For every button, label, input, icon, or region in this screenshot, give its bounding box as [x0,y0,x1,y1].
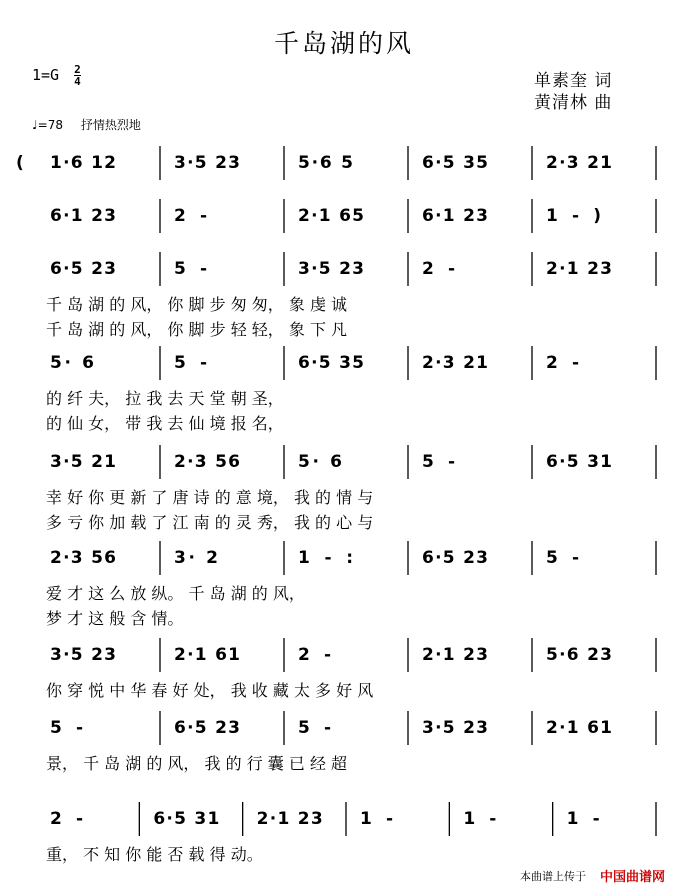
lyric-line: 爱 才 这 么 放 纵。 千 岛 湖 的 风， [46,584,305,603]
measure-notes: 5· 6 [298,452,342,472]
lyric-line: 景， 千 岛 湖 的 风， 我 的 行 囊 已 经 超 [46,754,348,773]
measure-notes: 6·5 31 [153,809,220,829]
score-line [46,445,656,532]
measure-notes: 2·3 56 [174,452,240,472]
score-line [46,802,656,864]
measure-notes: 5· 6 [50,353,94,373]
score-line [46,346,656,433]
measure-notes: 6·5 35 [298,353,364,373]
measure-notes: 2·1 23 [422,645,488,665]
lyric-line: 梦 才 这 般 含 情。 [46,609,184,628]
score-line [46,638,656,700]
measure-notes: 3·5 23 [422,718,488,738]
measure-notes: 2·1 23 [256,809,323,829]
measure-notes: 6·5 23 [50,259,116,279]
measure-notes: 1·6 12 [50,153,116,173]
measure-notes: 2 - [50,809,83,829]
page-title: 千岛湖的风 [273,29,414,58]
measure-notes: 2 - [298,645,331,665]
measure-notes: 2 - [174,206,207,226]
measure-notes: 5 - [174,353,207,373]
measure-notes: 2·1 23 [546,259,612,279]
measure-notes: 2 - [546,353,579,373]
lyric-line: 的 纤 夫， 拉 我 去 天 堂 朝 圣， [46,389,284,408]
measure-notes: 2·3 21 [422,353,488,373]
measure-notes: 1 - : [298,548,353,568]
measure-notes: 1 - [566,809,600,829]
measure-notes: 6·5 31 [546,452,612,472]
measure-notes: 3·5 21 [50,452,116,472]
footer-note: 本曲谱上传于 [520,870,586,883]
measure-notes: 2·1 61 [546,718,612,738]
measure-notes: 2 - [422,259,455,279]
time-sig-bottom: 4 [74,75,81,88]
measure-notes: 5 - [50,718,83,738]
time-sig-top: 2 [74,63,81,76]
measure-notes: 5·6 5 [298,153,353,173]
lyric-line: 千 岛 湖 的 风， 你 脚 步 匆 匆， 象 虔 诚 [46,295,348,314]
measure-notes: 6·1 23 [50,206,116,226]
lyric-line: 千 岛 湖 的 风， 你 脚 步 轻 轻， 象 下 凡 [46,320,348,339]
measure-notes: 5 - [546,548,579,568]
measure-notes: 6·5 35 [422,153,488,173]
measure-notes: 3·5 23 [174,153,240,173]
lyric-line: 你 穿 悦 中 华 春 好 处， 我 收 藏 太 多 好 风 [46,681,374,700]
measure-notes: 3·5 23 [298,259,364,279]
measure-notes: 2·1 65 [298,206,364,226]
measure-notes: 1 - [463,809,497,829]
measure-notes: 3·5 23 [50,645,116,665]
measure-notes: 1 - ) [546,206,601,226]
lyric-line: 幸 好 你 更 新 了 唐 诗 的 意 境， 我 的 情 与 [46,488,374,507]
measure-notes: 6·1 23 [422,206,488,226]
tempo-value: ♩=78 [32,118,63,132]
composer: 黄清林 曲 [534,93,613,113]
site-logo: 中国曲谱网 [600,870,666,885]
lyricist: 单素奎 词 [534,71,613,91]
measure-notes: 5·6 23 [546,645,612,665]
measure-notes: 2·3 56 [50,548,116,568]
score-line [50,199,656,233]
measure-notes: 2·3 21 [546,153,612,173]
score-line [46,711,656,773]
measure-notes: 6·5 23 [174,718,240,738]
score-line [46,252,656,339]
measure-notes: 3· 2 [174,548,218,568]
score-line [16,146,656,180]
measure-notes: 1 - [360,809,393,829]
measure-notes: 5 - [174,259,207,279]
lyric-line: 的 仙 女， 带 我 去 仙 境 报 名， [46,414,284,433]
measure-notes: 5 - [298,718,331,738]
expression-text: 抒情热烈地 [80,118,141,132]
repeat-start-paren: ( [16,153,24,173]
key-label: 1=G [32,66,60,84]
lyric-line: 重， 不 知 你 能 否 载 得 动。 [46,845,263,864]
measure-notes: 2·1 61 [174,645,240,665]
score-line [46,541,656,628]
measure-notes: 5 - [422,452,455,472]
lyric-line: 多 亏 你 加 载 了 江 南 的 灵 秀， 我 的 心 与 [46,513,374,532]
measure-notes: 6·5 23 [422,548,488,568]
